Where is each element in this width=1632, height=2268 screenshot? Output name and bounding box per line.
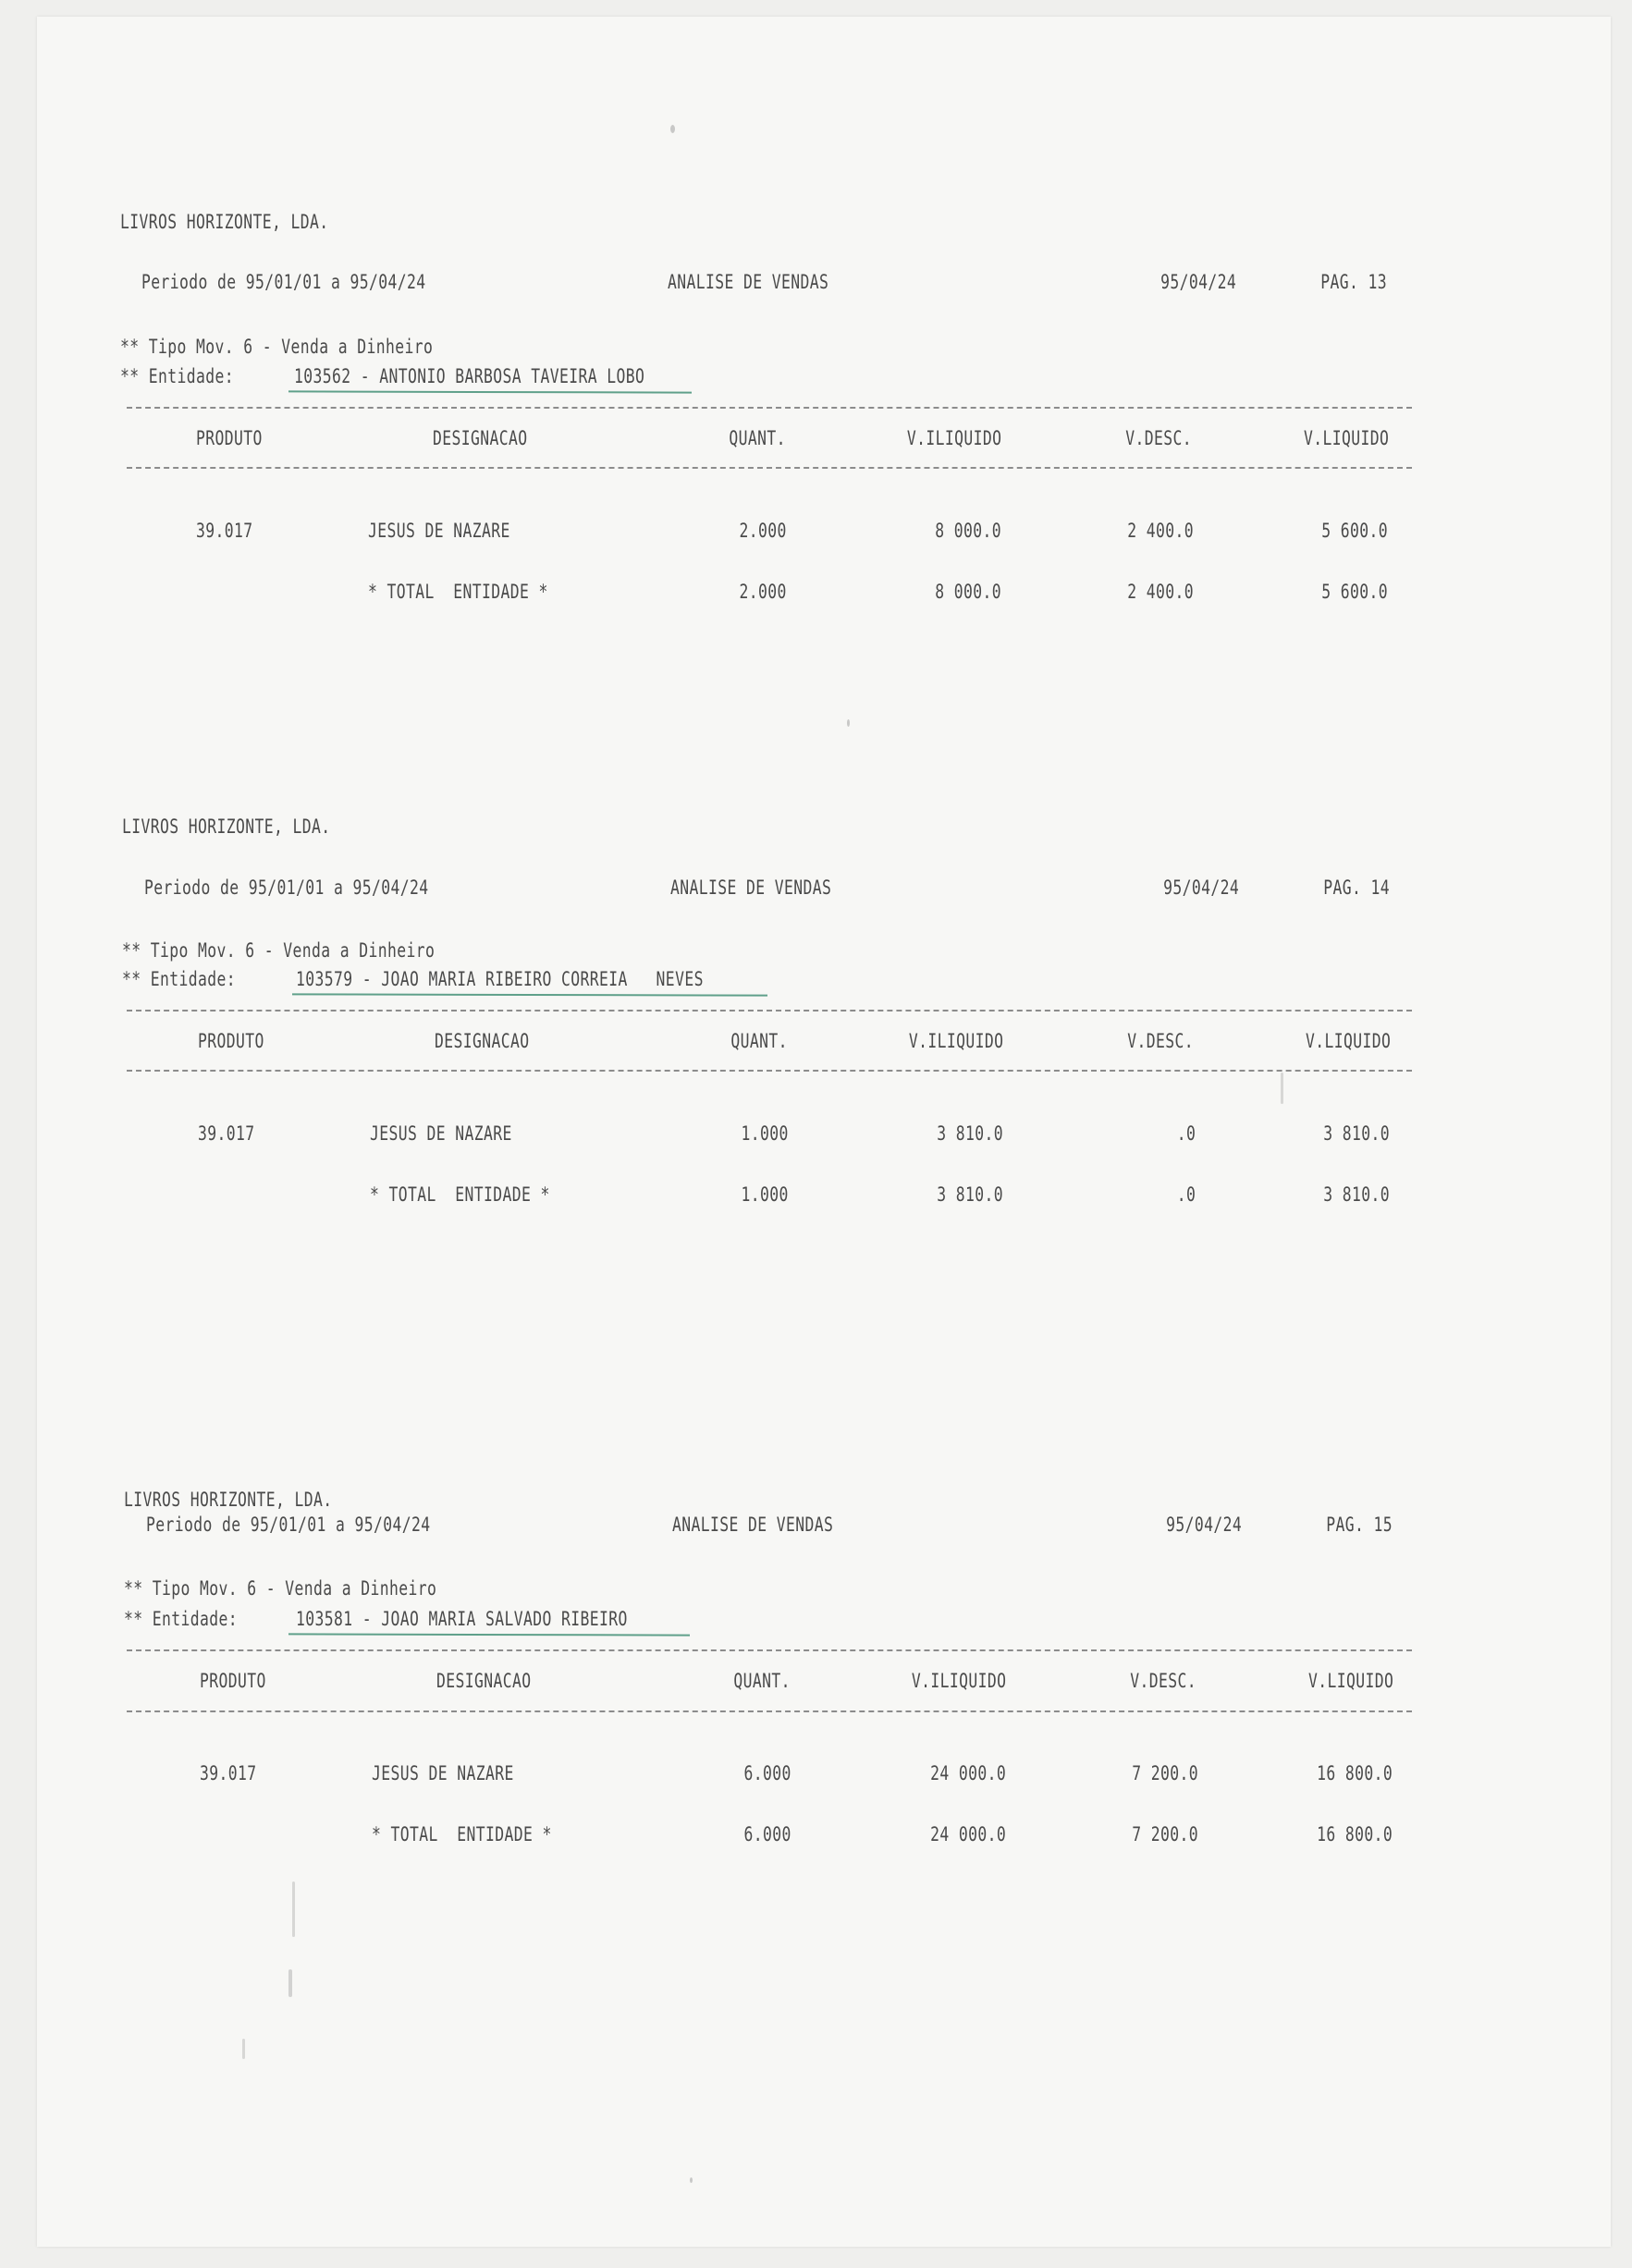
cell-quant: 6.000: [743, 1762, 791, 1784]
col-header-quant: QUANT.: [730, 1030, 788, 1052]
cell-v-liquido: 5 600.0: [1321, 520, 1388, 542]
col-header-quant: QUANT.: [729, 427, 786, 449]
report-date: 95/04/24: [1162, 877, 1239, 899]
divider-line: [127, 1710, 1412, 1712]
divider-line: [127, 467, 1412, 469]
cell-v-iliquido: 3 810.0: [937, 1122, 1003, 1145]
col-header-quant: QUANT.: [733, 1670, 791, 1692]
entity-label: ** Entidade:: [122, 968, 237, 990]
cell-v-desc: 7 200.0: [1132, 1762, 1198, 1784]
entity-value: 103581 - JOAO MARIA SALVADO RIBEIRO: [296, 1608, 628, 1630]
total-label: * TOTAL ENTIDADE *: [372, 1823, 552, 1845]
page-number: PAG. 13: [1320, 271, 1387, 293]
scan-speck: [242, 2039, 245, 2059]
total-v-liquido: 5 600.0: [1321, 581, 1388, 603]
divider-line: [127, 1070, 1412, 1072]
report-title: ANALISE DE VENDAS: [668, 271, 829, 293]
movement-type: ** Tipo Mov. 6 - Venda a Dinheiro: [120, 336, 434, 358]
report-title: ANALISE DE VENDAS: [672, 1514, 834, 1536]
cell-v-liquido: 16 800.0: [1316, 1762, 1393, 1784]
cell-v-iliquido: 24 000.0: [929, 1762, 1006, 1784]
scan-speck: [847, 719, 850, 727]
cell-v-desc: 2 400.0: [1127, 520, 1194, 542]
cell-designacao: JESUS DE NAZARE: [370, 1122, 512, 1145]
scan-speck: [292, 1882, 295, 1937]
report-title: ANALISE DE VENDAS: [670, 877, 832, 899]
cell-designacao: JESUS DE NAZARE: [368, 520, 510, 542]
scan-speck: [690, 2177, 693, 2183]
total-v-desc: 7 200.0: [1132, 1823, 1198, 1845]
total-v-iliquido: 8 000.0: [935, 581, 1001, 603]
col-header-designacao: DESIGNACAO: [433, 427, 528, 449]
page-number: PAG. 14: [1323, 877, 1390, 899]
report-date: 95/04/24: [1165, 1514, 1242, 1536]
col-header-v-iliquido: V.ILIQUIDO: [908, 1030, 1003, 1052]
total-v-iliquido: 3 810.0: [937, 1183, 1003, 1206]
scan-speck: [288, 1969, 292, 1997]
entity-label: ** Entidade:: [120, 365, 235, 387]
cell-produto: 39.017: [198, 1122, 255, 1145]
cell-v-desc: .0: [1176, 1122, 1196, 1145]
movement-type: ** Tipo Mov. 6 - Venda a Dinheiro: [122, 939, 436, 962]
cell-produto: 39.017: [200, 1762, 257, 1784]
report-date: 95/04/24: [1160, 271, 1236, 293]
total-label: * TOTAL ENTIDADE *: [370, 1183, 550, 1206]
total-quant: 2.000: [739, 581, 787, 603]
page-number: PAG. 15: [1326, 1514, 1393, 1536]
col-header-v-liquido: V.LIQUIDO: [1305, 1030, 1391, 1052]
cell-v-liquido: 3 810.0: [1323, 1122, 1390, 1145]
cell-quant: 1.000: [741, 1122, 789, 1145]
cell-v-iliquido: 8 000.0: [935, 520, 1001, 542]
cell-designacao: JESUS DE NAZARE: [372, 1762, 514, 1784]
cell-produto: 39.017: [196, 520, 253, 542]
scan-speck: [670, 125, 675, 133]
company-name: LIVROS HORIZONTE, LDA.: [120, 211, 329, 233]
col-header-v-iliquido: V.ILIQUIDO: [906, 427, 1001, 449]
total-v-desc: 2 400.0: [1127, 581, 1194, 603]
total-v-liquido: 3 810.0: [1323, 1183, 1390, 1206]
period-range: Periodo de 95/01/01 a 95/04/24: [146, 1514, 431, 1536]
total-v-liquido: 16 800.0: [1316, 1823, 1393, 1845]
entity-value: 103562 - ANTONIO BARBOSA TAVEIRA LOBO: [294, 365, 645, 387]
entity-label: ** Entidade:: [124, 1608, 239, 1630]
col-header-designacao: DESIGNACAO: [436, 1670, 532, 1692]
company-name: LIVROS HORIZONTE, LDA.: [124, 1489, 333, 1511]
col-header-produto: PRODUTO: [196, 427, 263, 449]
company-name: LIVROS HORIZONTE, LDA.: [122, 815, 331, 838]
col-header-produto: PRODUTO: [200, 1670, 266, 1692]
divider-line: [127, 1010, 1412, 1011]
divider-line: [127, 1649, 1412, 1651]
col-header-v-liquido: V.LIQUIDO: [1307, 1670, 1393, 1692]
col-header-v-iliquido: V.ILIQUIDO: [911, 1670, 1006, 1692]
col-header-v-desc: V.DESC.: [1130, 1670, 1196, 1692]
total-v-iliquido: 24 000.0: [929, 1823, 1006, 1845]
movement-type: ** Tipo Mov. 6 - Venda a Dinheiro: [124, 1577, 437, 1600]
total-quant: 1.000: [741, 1183, 789, 1206]
total-label: * TOTAL ENTIDADE *: [368, 581, 548, 603]
col-header-v-desc: V.DESC.: [1125, 427, 1192, 449]
col-header-designacao: DESIGNACAO: [435, 1030, 530, 1052]
entity-value: 103579 - JOAO MARIA RIBEIRO CORREIA NEVES: [296, 968, 704, 990]
period-range: Periodo de 95/01/01 a 95/04/24: [144, 877, 429, 899]
divider-line: [127, 407, 1412, 409]
col-header-v-desc: V.DESC.: [1127, 1030, 1194, 1052]
total-v-desc: .0: [1176, 1183, 1196, 1206]
col-header-v-liquido: V.LIQUIDO: [1303, 427, 1389, 449]
col-header-produto: PRODUTO: [198, 1030, 264, 1052]
period-range: Periodo de 95/01/01 a 95/04/24: [141, 271, 426, 293]
total-quant: 6.000: [743, 1823, 791, 1845]
scan-speck: [1281, 1073, 1283, 1104]
cell-quant: 2.000: [739, 520, 787, 542]
